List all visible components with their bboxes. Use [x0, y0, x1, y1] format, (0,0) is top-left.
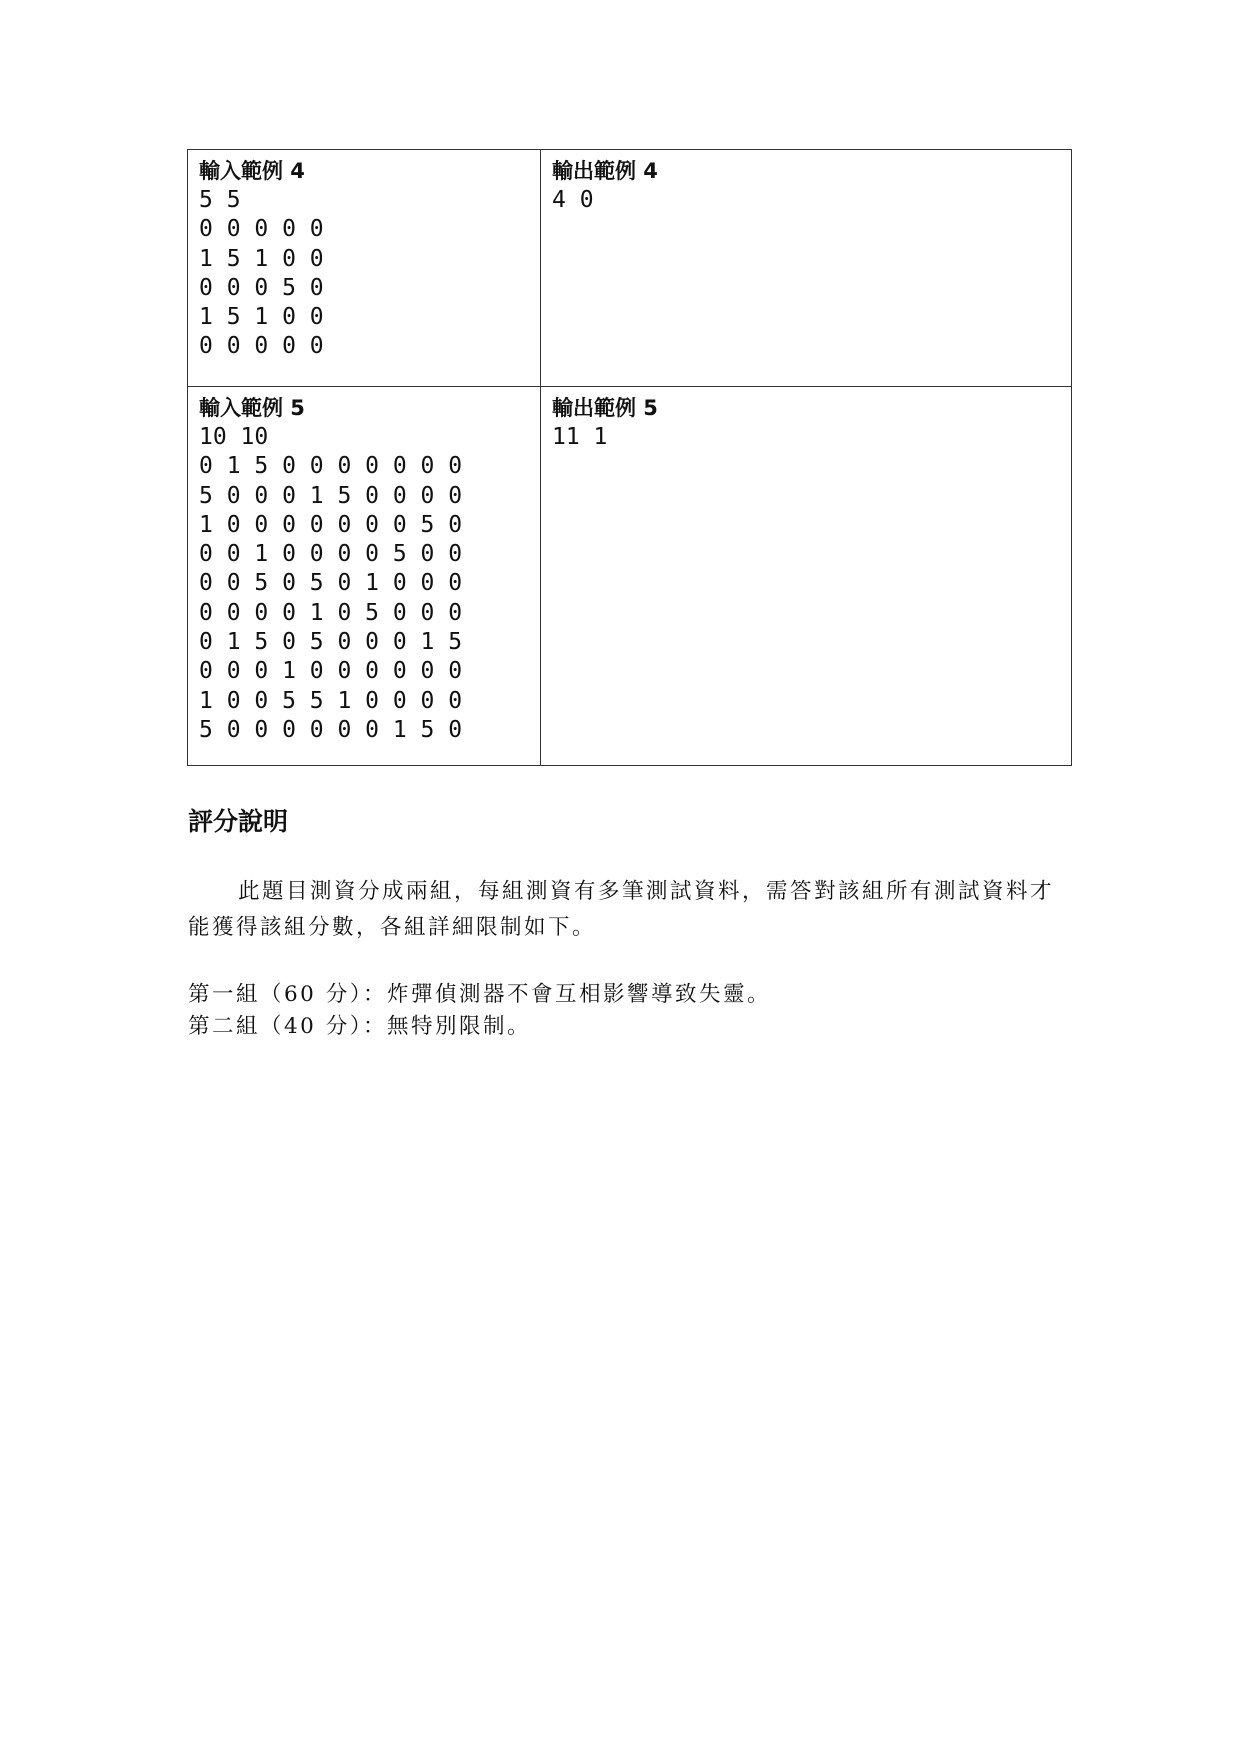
scoring-paragraph: 此題目測資分成兩組，每組測資有多筆測試資料，需答對該組所有測試資料才能獲得該組分數，各組詳細限制如下。: [188, 879, 1055, 940]
sample-output-cell-5: [541, 387, 1072, 766]
sample-row-5: [188, 387, 1072, 766]
sample-output-cell-4: [541, 150, 1072, 387]
sample-input-cell-4: [188, 150, 541, 387]
sample-row-4: [188, 150, 1072, 387]
scoring-rule-group-1: 第一組（60 分）：炸彈偵測器不會互相影響導致失靈。: [188, 982, 771, 1007]
sample-output-heading-5: 輸出範例 5: [552, 396, 658, 420]
scoring-rule-group-2: 第二組（40 分）：無特別限制。: [188, 1014, 531, 1039]
sample-io-table: [187, 149, 1072, 766]
sample-input-heading-5: 輸入範例 5: [199, 396, 305, 420]
sample-input-data-5: 10 10 0 1 5 0 0 0 0 0 0 0 5 0 0 0 1 5 0 0 0 0 1 0 0 0 0 0 0 0 5 0 0 0 1 0 0 0 0 5 0 0 0 0 5 0 5 0 1 0 0 0 0 0 0 0 1 0 5 0 0 0 0 1 5 0 5 0 0 0 1 5 0 0 0 1 0 0 0 0 0 0 1 0 0 5 5 1 0 0 0 0 5 0 0 0 0 0 0 1 5 0: [199, 424, 463, 743]
sample-input-cell-5: [188, 387, 541, 766]
sample-output-data-5: 11 1: [552, 424, 608, 450]
sample-input-heading-4: 輸入範例 4: [199, 159, 305, 183]
scoring-rules: [188, 979, 771, 1043]
sample-output-data-4: 4 0: [552, 187, 594, 213]
sample-output-heading-4: 輸出範例 4: [552, 159, 658, 183]
scoring-title: 評分說明: [188, 807, 289, 836]
sample-input-data-4: 5 5 0 0 0 0 0 1 5 1 0 0 0 0 0 5 0 1 5 1 0 0 0 0 0 0 0: [199, 187, 324, 360]
